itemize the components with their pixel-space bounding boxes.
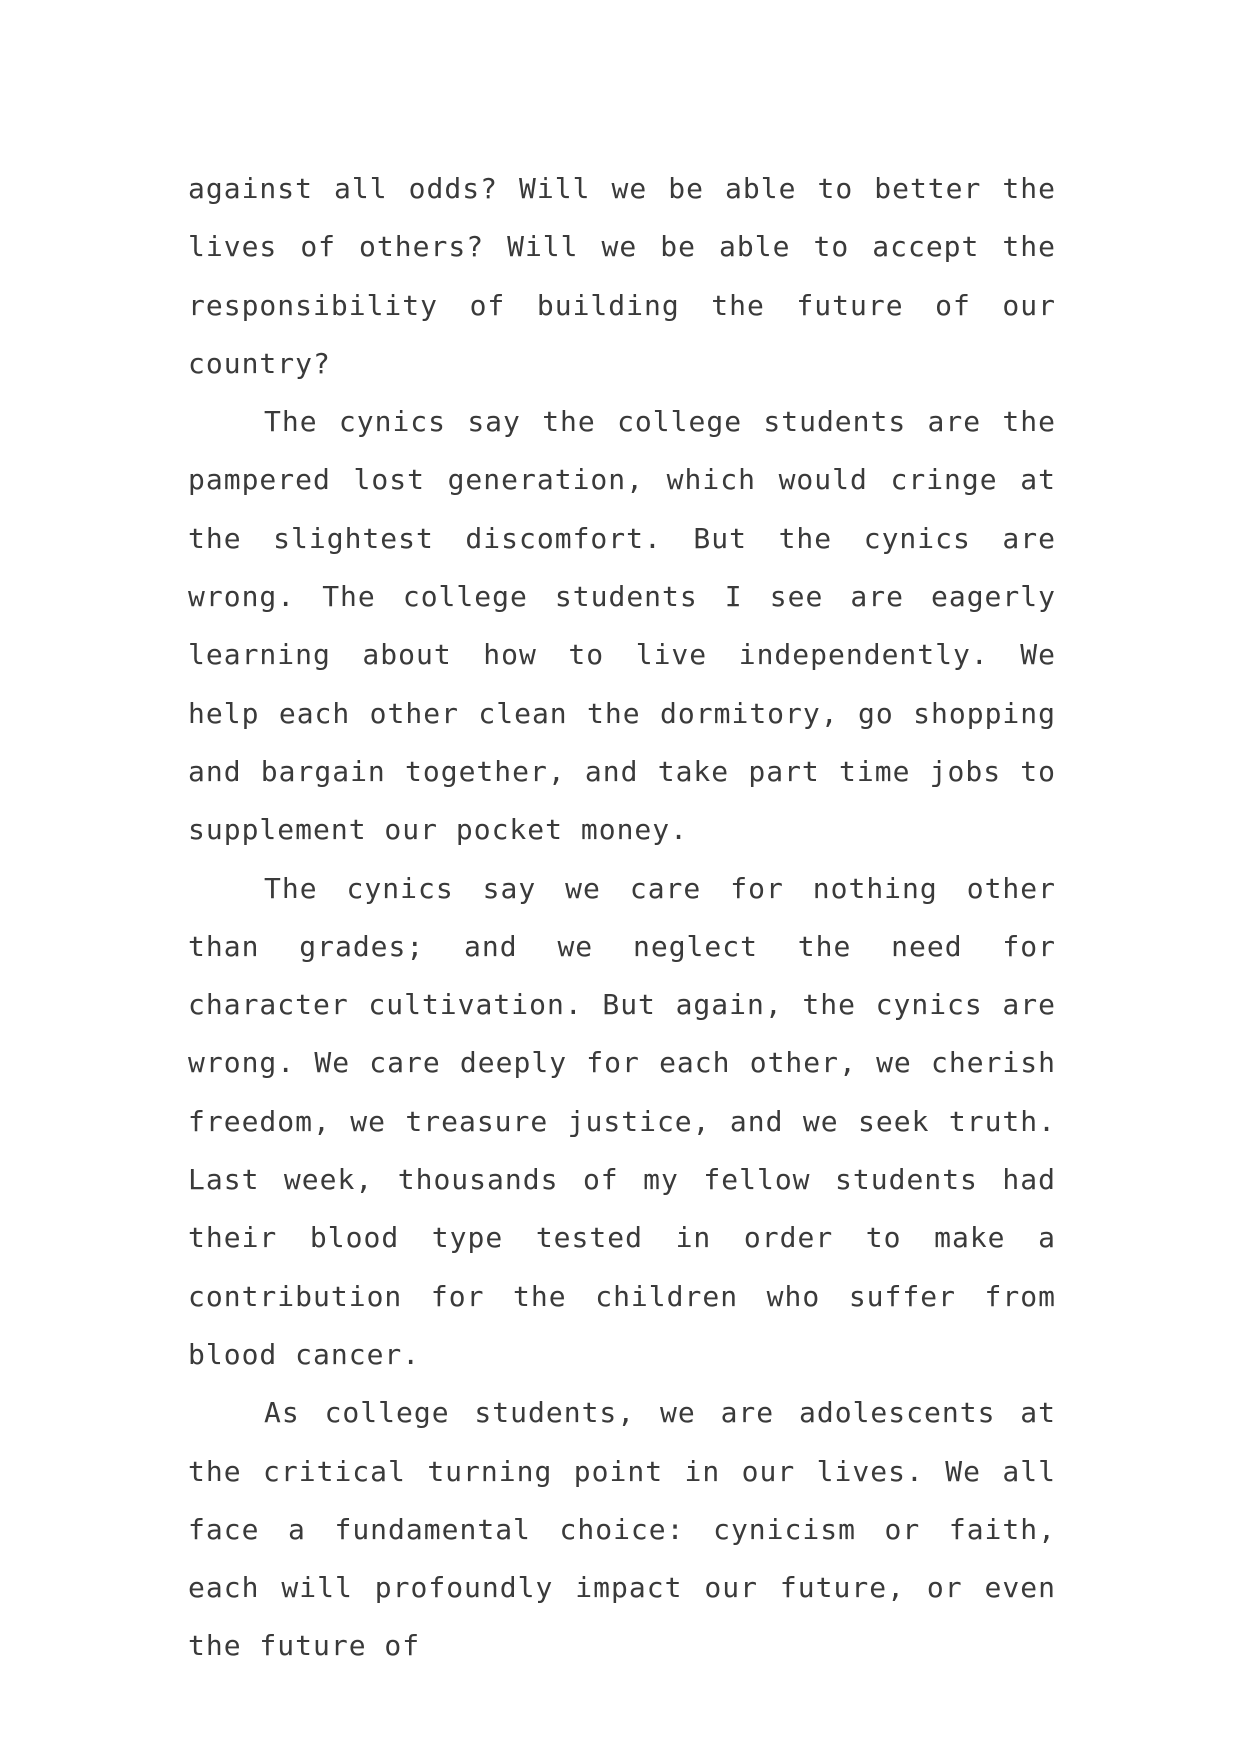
paragraph-2: The cynics say the college students are the pampered lost generation, which would cringe at the slightest discomfort. But the cynics are wrong. The college students I see are eagerly learning about how to live independently. We help each other clean the dormitory, go shopping and bargain together, and take part time jobs to supplement our pocket money. [188,405,1056,847]
paragraph-3: The cynics say we care for nothing other than grades; and we neglect the need for character cultivation. But again, the cynics are wrong. We care deeply for each other, we cherish freedom, we treasure justice, and we seek truth. Last week, thousands of my fellow students had their blood type tested in order to make a contribution for the children who suffer from blood cancer. [188,871,1056,1371]
paragraph-1: against all odds? Will we be able to better the lives of others? Will we be able to accept the responsibility of building the future of our country? [188,172,1056,380]
paragraph-4: As college students, we are adolescents at the critical turning point in our lives. We all face a fundamental choice: cynicism or faith, each will profoundly impact our future, or even the future of [188,1396,1056,1663]
document-body [188,160,1056,1676]
